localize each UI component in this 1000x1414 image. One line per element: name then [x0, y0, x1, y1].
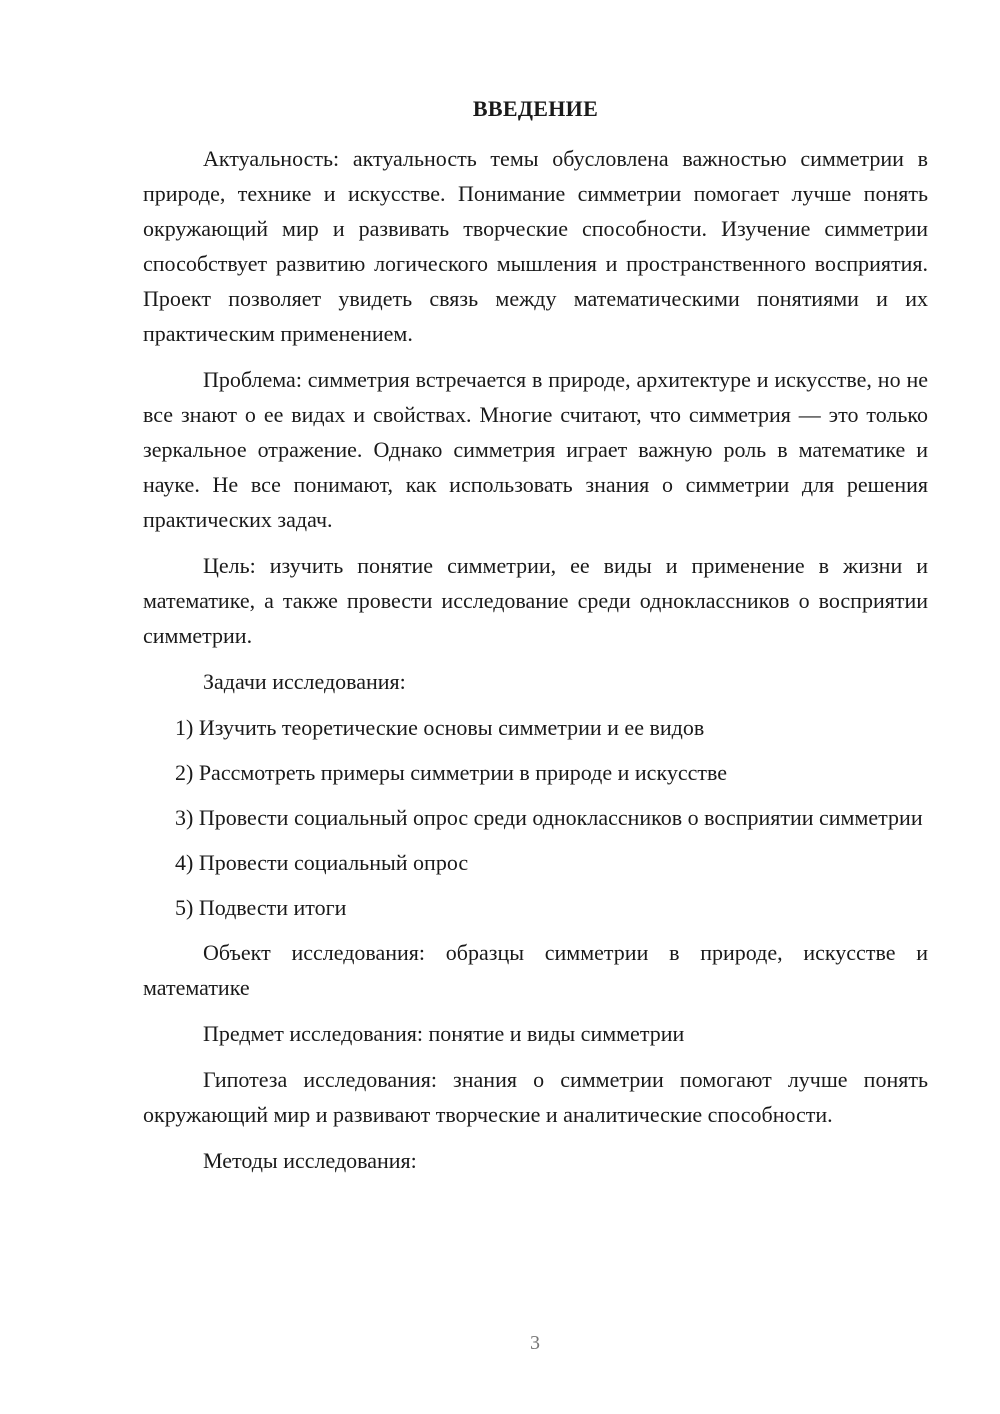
task-item-2: 2) Рассмотреть примеры симметрии в природе и искусстве: [175, 760, 727, 785]
object-paragraph: Объект исследования: образцы симметрии в природе, искусстве и математике: [143, 940, 928, 1000]
task-item-5: 5) Подвести итоги: [175, 895, 347, 920]
subject-paragraph: Предмет исследования: понятие и виды симметрии: [203, 1021, 685, 1046]
goal-paragraph: Цель: изучить понятие симметрии, ее виды и применение в жизни и математике, а также провести исследование среди одноклассников о восприятии симметрии.: [143, 553, 928, 648]
tasks-title: Задачи исследования:: [203, 669, 406, 694]
task-item-1: 1) Изучить теоретические основы симметрии и ее видов: [175, 715, 705, 740]
task-item-3: 3) Провести социальный опрос среди одноклассников о восприятии симметрии: [175, 805, 923, 830]
tasks-list: [143, 710, 928, 925]
page-number: 3: [530, 1332, 540, 1354]
task-item-4: 4) Провести социальный опрос: [175, 850, 469, 875]
section-heading: ВВЕДЕНИЕ: [472, 96, 599, 121]
document-page: [143, 94, 928, 1189]
hypothesis-paragraph: Гипотеза исследования: знания о симметрии помогают лучше понять окружающий мир и развивают творческие и аналитические способности.: [143, 1067, 928, 1127]
methods-title: Методы исследования:: [203, 1148, 417, 1173]
relevance-paragraph: Актуальность: актуальность темы обусловлена важностью симметрии в природе, технике и искусстве. Понимание симметрии помогает лучше понять окружающий мир и развивать творческие способности. Изучение симметрии способствует развитию логического мышления и пространственного восприятия. Проект позволяет увидеть связь между математическими понятиями и их практическим применением.: [143, 146, 928, 346]
problem-paragraph: Проблема: симметрия встречается в природе, архитектуре и искусстве, но не все знают о ее видах и свойствах. Многие считают, что симметрия — это только зеркальное отражение. Однако симметрия играет важную роль в математике и науке. Не все понимают, как использовать знания о симметрии для решения практических задач.: [143, 367, 928, 532]
